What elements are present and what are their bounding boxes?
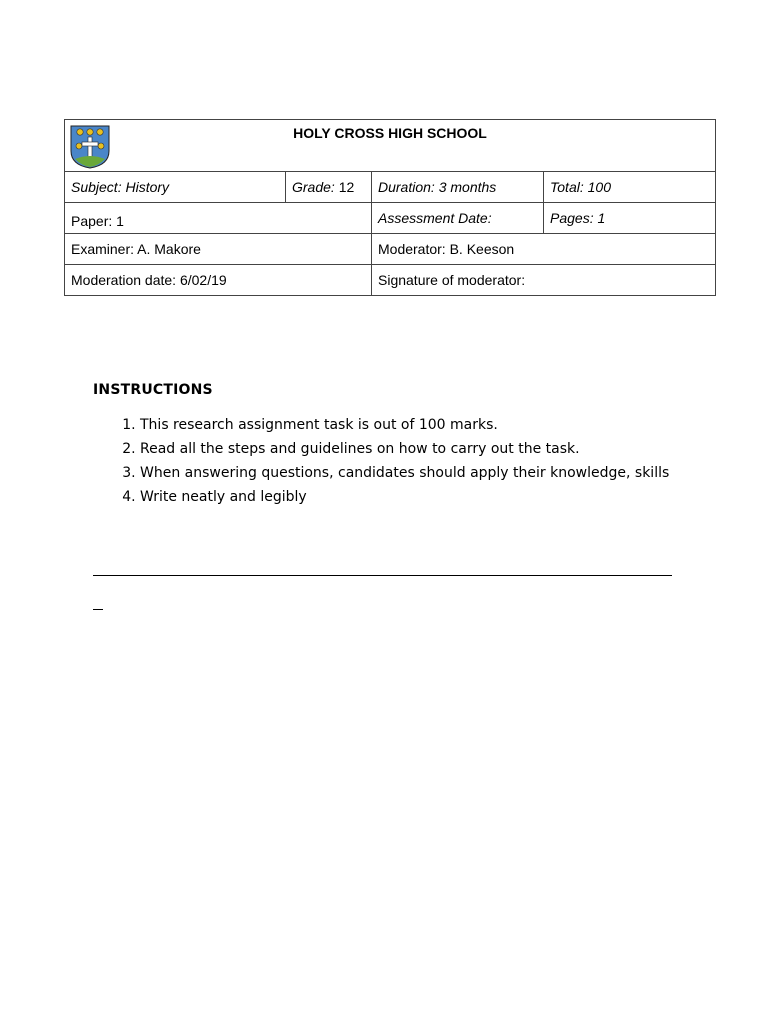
assessment-header-table [64,119,716,296]
moderator-cell: Moderator: B. Keeson [372,234,716,265]
grade-cell: Grade: 12 [286,172,372,203]
school-crest-icon [68,123,112,169]
instructions-heading: INSTRUCTIONS [93,382,213,398]
list-item: 4. Write neatly and legibly [140,485,693,509]
instructions-list [93,413,693,509]
school-row [65,120,716,172]
moderation-date-cell: Moderation date: 6/02/19 [65,265,372,296]
total-cell: Total: 100 [544,172,716,203]
list-item: 3. When answering questions, candidates should apply their knowledge, skills [140,461,693,485]
list-item: 1. This research assignment task is out of 100 marks. [140,413,693,437]
paper-row [65,203,716,234]
subject-cell: Subject: History [65,172,286,203]
assessment-date-cell: Assessment Date: [372,203,544,234]
divider-line-continuation [93,609,103,610]
subject-row [65,172,716,203]
examiner-row [65,234,716,265]
instructions-section [93,382,693,509]
divider-line [93,575,672,576]
moderation-row [65,265,716,296]
signature-cell: Signature of moderator: [372,265,716,296]
list-item: 2. Read all the steps and guidelines on how to carry out the task. [140,437,693,461]
duration-cell: Duration: 3 months [372,172,544,203]
pages-cell: Pages: 1 [544,203,716,234]
school-cell [65,120,716,172]
school-name: HOLY CROSS HIGH SCHOOL [293,125,487,141]
paper-cell: Paper: 1 [65,203,372,234]
examiner-cell: Examiner: A. Makore [65,234,372,265]
